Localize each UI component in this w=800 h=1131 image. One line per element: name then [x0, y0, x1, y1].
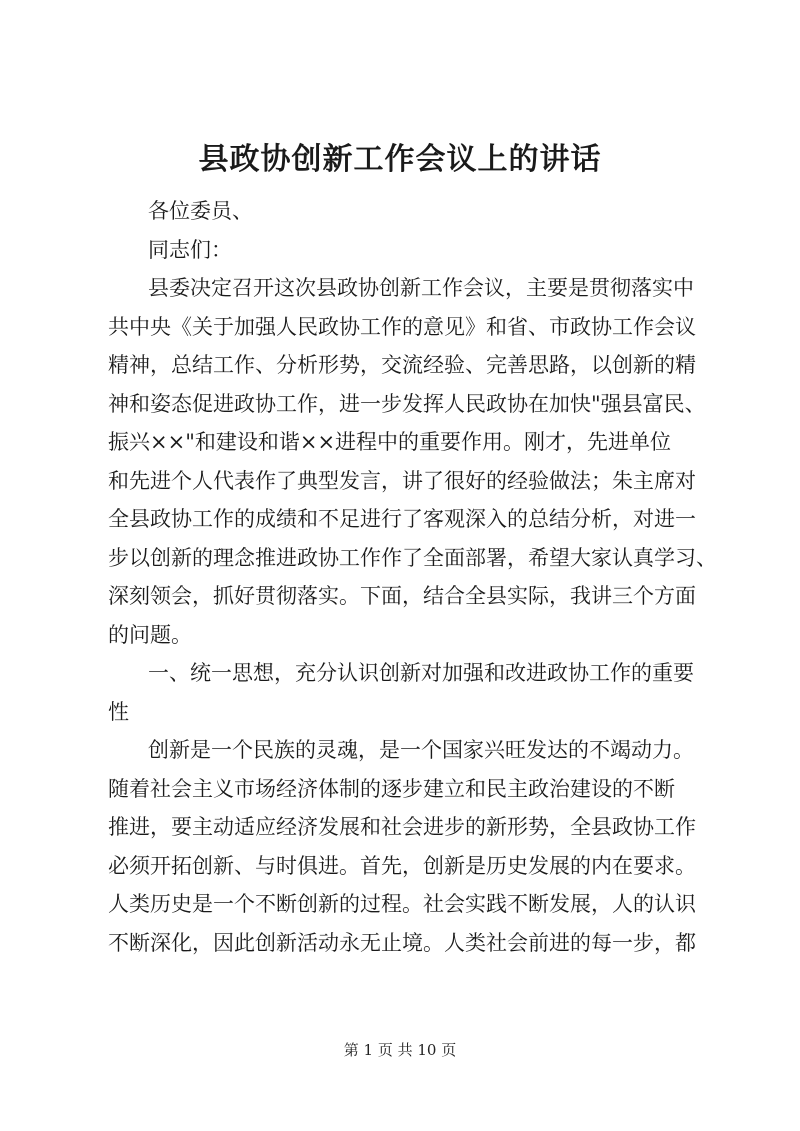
body-line: 必须开拓创新、与时俱进。首先，创新是历史发展的内在要求。 [108, 853, 696, 878]
body-line: 各位委员、 [148, 199, 253, 223]
body-line: 不断深化，因此创新活动永无止境。人类社会前进的每一步，都 [108, 930, 696, 955]
body-line: 深刻领会，抓好贯彻落实。下面，结合全县实际，我讲三个方面 [108, 584, 696, 608]
body-line: 人类历史是一个不断创新的过程。社会实践不断发展，人的认识 [108, 892, 696, 916]
body-line: 随着社会主义市场经济体制的逐步建立和民主政治建设的不断 [108, 776, 675, 801]
document-body [108, 192, 717, 962]
section-heading-line: 性 [108, 699, 129, 724]
body-line: 精神，总结工作、分析形势，交流经验、完善思路，以创新的精 [108, 353, 696, 377]
body-line: 县委决定召开这次县政协创新工作会议，主要是贯彻落实中 [148, 276, 694, 300]
body-line: 步以创新的理念推进政协工作作了全面部署，希望大家认真学习、 [108, 545, 717, 570]
page-number-footer: 第 1 页 共 10 页 [343, 1041, 457, 1059]
document-title: 县政协创新工作会议上的讲话 [198, 142, 602, 177]
body-line: 振兴××"和建设和谐××进程中的重要作用。刚才，先进单位 [108, 430, 672, 454]
body-line: 神和姿态促进政协工作，进一步发挥人民政协在加快"强县富民、 [108, 391, 706, 416]
body-line: 创新是一个民族的灵魂，是一个国家兴旺发达的不竭动力。 [148, 738, 694, 762]
body-line: 全县政协工作的成绩和不足进行了客观深入的总结分析，对进一 [108, 507, 696, 531]
body-line: 推进，要主动适应经济发展和社会进步的新形势，全县政协工作 [108, 815, 696, 839]
body-line: 和先进个人代表作了典型发言，讲了很好的经验做法；朱主席对 [108, 468, 696, 493]
body-line: 共中央《关于加强人民政协工作的意见》和省、市政协工作会议 [108, 314, 696, 339]
body-line: 的问题。 [108, 622, 192, 647]
body-line: 同志们： [148, 237, 232, 262]
section-heading-line: 一、统一思想，充分认识创新对加强和改进政协工作的重要 [148, 661, 694, 685]
